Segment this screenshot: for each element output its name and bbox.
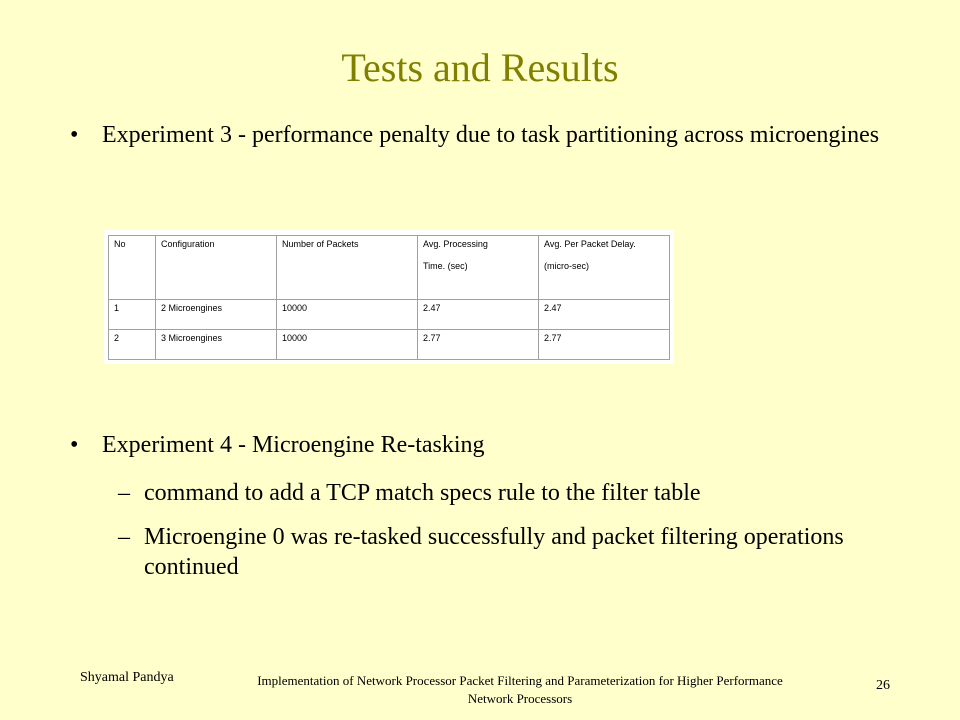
results-table	[108, 235, 670, 360]
table-header-cell: Avg. Processing Time. (sec)	[418, 236, 539, 300]
bullet-text: Experiment 4 - Microengine Re-tasking	[102, 432, 485, 458]
table-cell: 3 Microengines	[156, 330, 277, 360]
table-cell: 2.47	[418, 300, 539, 330]
slide-title: Tests and Results	[341, 45, 619, 90]
table-cell: 2.47	[539, 300, 670, 330]
results-table-image	[104, 230, 674, 364]
dash-icon: –	[118, 480, 130, 506]
table-header-cell: Avg. Per Packet Delay. (micro-sec)	[539, 236, 670, 300]
table-header-cell: No	[109, 236, 156, 300]
sub-bullet-text: command to add a TCP match specs rule to the filter table	[144, 480, 701, 506]
footer-title: Implementation of Network Processor Packet Filtering and Parameterization for Higher Performance Network Processors	[257, 673, 783, 706]
bullet-text: Experiment 3 - performance penalty due to task partitioning across microengines	[102, 122, 880, 148]
table-cell: 1	[109, 300, 156, 330]
table-row	[109, 330, 670, 360]
table-cell: 10000	[277, 300, 418, 330]
table-cell: 10000	[277, 330, 418, 360]
table-header-row	[109, 236, 670, 300]
table-cell: 2.77	[539, 330, 670, 360]
bullet-experiment-4	[70, 428, 890, 462]
table-header-cell: Number of Packets	[277, 236, 418, 300]
dash-icon: –	[118, 524, 130, 550]
bullet-icon: •	[70, 432, 79, 458]
table-cell: 2	[109, 330, 156, 360]
table-cell: 2 Microengines	[156, 300, 277, 330]
sub-bullet-retasked	[118, 522, 898, 582]
sub-bullet-tcp-rule	[118, 478, 898, 508]
sub-bullet-text: Microengine 0 was re-tasked successfully and packet filtering operations continued	[144, 524, 844, 580]
table-row	[109, 300, 670, 330]
bullet-experiment-3	[70, 118, 890, 152]
table-cell: 2.77	[418, 330, 539, 360]
page-number: 26	[876, 678, 890, 693]
bullet-icon: •	[70, 122, 79, 148]
table-header-cell: Configuration	[156, 236, 277, 300]
footer-author: Shyamal Pandya	[80, 670, 174, 685]
